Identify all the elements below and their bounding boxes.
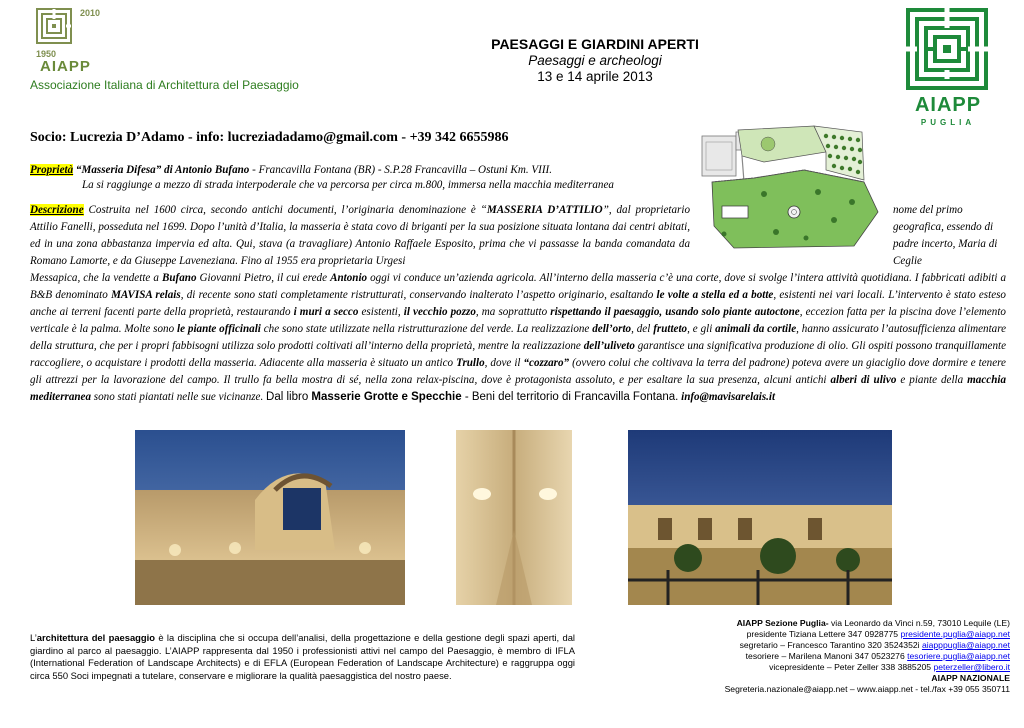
description-text: , e gli bbox=[687, 323, 716, 335]
association-name: Associazione Italiana di Architettura del Paesaggio bbox=[30, 78, 299, 92]
aiapp-about-text bbox=[30, 632, 575, 682]
description-text: oggi vi conduce un’azienda agricola. All’interno della masseria c’è una corte, dove si svolge l’intera attività quotidiana. I fabbricati adibiti a B&B denominato bbox=[30, 272, 1006, 301]
description-text: , del bbox=[631, 323, 654, 335]
description-text: , di recente sono stati completamente ristrutturati, conservando inalterato l’aspetto originario, esaltando bbox=[180, 289, 657, 301]
contact-email-link[interactable]: tesoriere.puglia@aiapp.net bbox=[907, 651, 1010, 661]
description-text: e piante della bbox=[896, 374, 968, 386]
bold-term: Trullo bbox=[456, 357, 485, 369]
about-text: L’ bbox=[30, 632, 37, 643]
relais-email[interactable]: info@mavisarelais.it bbox=[681, 391, 776, 403]
source-book: Masserie Grotte e Specchie bbox=[311, 391, 462, 403]
description-text: garantisce una significativa produzione di olio. Gli ospiti possono tranquillamente raccogliere, o acquistare i prodotti della masseria. Adiacente alla masseria è situato un antico bbox=[30, 340, 1006, 369]
property-label: Proprietà bbox=[30, 164, 74, 176]
contact-role: presidente Tiziana Lettere 347 0928775 bbox=[746, 629, 901, 639]
maze-logo-icon bbox=[906, 8, 988, 90]
year-2010-label: 2010 bbox=[80, 8, 101, 18]
description-paragraph-2 bbox=[30, 270, 1006, 406]
contact-role: segretario – Francesco Tarantino 320 3524352i bbox=[739, 640, 922, 650]
brand-label: AIAPP bbox=[914, 94, 982, 116]
bold-term: dell’orto bbox=[592, 323, 632, 335]
bold-term: i muri a secco bbox=[293, 306, 359, 318]
description-label: Descrizione bbox=[30, 204, 84, 216]
contact-row bbox=[650, 640, 1010, 651]
contact-role: vicepresidente – Peter Zeller 338 3885205 bbox=[769, 662, 934, 672]
contact-email-link[interactable]: presidente.puglia@aiapp.net bbox=[900, 629, 1010, 639]
property-access: La si raggiunge a mezzo di strada interpoderale che va percorsa per circa m.800, immersa nella macchia mediterranea bbox=[82, 179, 614, 191]
brand-label: AIAPP bbox=[40, 58, 91, 75]
national-label: AIAPP NAZIONALE bbox=[931, 673, 1010, 683]
description-text: esistenti, bbox=[358, 306, 404, 318]
region-label: PUGLIA bbox=[920, 118, 976, 127]
contact-email-link[interactable]: aiapppuglia@aiapp.net bbox=[921, 640, 1010, 650]
site-plan-map bbox=[694, 122, 892, 252]
site-plan-drawing bbox=[694, 122, 892, 252]
maze-logo-icon bbox=[36, 8, 72, 44]
photo-masseria-gate bbox=[135, 430, 405, 605]
year-1950-label: 1950 bbox=[36, 49, 57, 59]
contact-email-link[interactable]: peterzeller@libero.it bbox=[933, 662, 1010, 672]
description-text: , hanno assicurato l’autosufficienza alimentare della struttura, che per i propri fabbisogni utilizza solo prodotti coltivati all’interno della proprietà, mentre la realizzazione bbox=[30, 323, 1007, 352]
bold-term: dell’uliveto bbox=[583, 340, 635, 352]
contact-row bbox=[650, 651, 1010, 662]
event-subtitle: Paesaggi e archeologi bbox=[528, 53, 662, 68]
national-contacts: Segreteria.nazionale@aiapp.net – www.aiapp.net - tel./fax +39 055 350711 bbox=[724, 684, 1010, 694]
bold-term: Bufano bbox=[161, 272, 197, 284]
description-text: sono stati piantati nelle sue vicinanze. bbox=[91, 391, 267, 403]
bold-term: frutteto bbox=[653, 323, 688, 335]
bold-term: alberi di ulivo bbox=[830, 374, 897, 386]
aiapp-puglia-contacts bbox=[650, 618, 1010, 695]
description-text: , dove il bbox=[484, 357, 524, 369]
bold-term: Antonio bbox=[330, 272, 368, 284]
property-name: “Masseria Difesa” di Antonio Bufano bbox=[75, 164, 250, 176]
property-location: - Francavilla Fontana (BR) - S.P.28 Francavilla – Ostuni Km. VIII. bbox=[249, 164, 553, 176]
contact-row bbox=[650, 662, 1010, 673]
section-label: AIAPP Sezione Puglia- bbox=[736, 618, 829, 628]
description-text: , eccezion fatta per la piscina dove l’elemento verticale è la palma. Molte sono bbox=[30, 306, 1006, 335]
bold-term: macchia mediterranea bbox=[30, 374, 1006, 403]
about-text: è la disciplina che si occupa dell’analisi, della progettazione e della gestione degli spazi aperti, dal giardino al parco al paesaggio. L’AIAPP rappresenta dal 1950 i professionisti attivi nel campo del Paesaggio, è membro di IFLA (International Federation of Landscape Architects) e di EFLA (European Federation of Landscape Architecture) e raggruppa oggi circa 550 Soci impegnati a tutelare, conservare e migliorare la qualità paesaggistica del nostro paese. bbox=[30, 632, 575, 681]
bold-term: le piante officinali bbox=[177, 323, 261, 335]
contact-row bbox=[650, 629, 1010, 640]
description-right-column: nome del primo geografica, essendo di padre incerto, Maria di Ceglie bbox=[893, 204, 998, 267]
photo-stone-column bbox=[456, 430, 572, 605]
bold-term: “cozzaro” bbox=[523, 357, 570, 369]
description-text: , esistenti nei vari locali. L’intervento è stato esteso anche ai terreni facenti parte della proprietà, restaurando bbox=[30, 289, 1006, 318]
member-contact-line: Socio: Lucrezia D’Adamo - info: lucreziadadamo@gmail.com - +39 342 6655986 bbox=[30, 130, 509, 145]
contact-role: tesoriere – Marilena Manoni 347 0523276 bbox=[745, 651, 908, 661]
description-paragraph-1 bbox=[30, 202, 690, 270]
aiapp-logo-left bbox=[36, 8, 116, 74]
source-text: Dal libro bbox=[266, 391, 312, 403]
description-text: , ma soprattutto bbox=[475, 306, 551, 318]
bold-term: il vecchio pozzo bbox=[403, 306, 476, 318]
event-header bbox=[420, 36, 770, 84]
description-text: Giovanni Pietro, il cui erede bbox=[196, 272, 331, 284]
event-title: PAESAGGI E GIARDINI APERTI bbox=[491, 36, 699, 52]
description-text: Costruita nel 1600 circa, secondo antichi documenti, l’originaria denominazione è “ bbox=[83, 204, 487, 216]
bold-term: animali da cortile bbox=[715, 323, 797, 335]
description-text: (ovvero colui che coltivava la terra del padrone) poteva avere un giaciglio dove dormire e tenere gli attrezzi per la lavorazione del campo. Il trullo fa bella mostra di sé, nella zona relax-piscina, dove è protagonista assoluto, e per esaltare la sua presenza, alcuni antichi bbox=[30, 357, 1006, 386]
section-address: via Leonardo da Vinci n.59, 73010 Lequile (LE) bbox=[828, 618, 1010, 628]
photo-courtyard-night bbox=[628, 430, 892, 605]
description-text: ”, dal proprietario Attilio Fanelli, posseduta nel 1699. Dopo l’unità d’Italia, la masseria è stata covo di briganti per la sua posizione situata lontana dai centri abitati, ed in una zona abbastanza impervia ed alta. Qui, stava (a travagliare) Antonio Raffaele Esposito, prima che vi passasse la banda comandata da Romano Lamorte, e da Giuseppe Laveneziana. Fino al 1955 era proprietaria Urgesi bbox=[30, 204, 690, 267]
source-text: - Beni del territorio di Francavilla Fontana. bbox=[461, 391, 679, 403]
bold-term: le volte a stella ed a botte bbox=[656, 289, 774, 301]
event-dates: 13 e 14 aprile 2013 bbox=[537, 69, 653, 84]
description-text: Messapica, che la vendette a bbox=[30, 272, 162, 284]
about-bold-term: architettura del paesaggio bbox=[36, 632, 155, 643]
bold-term: rispettando il paesaggio, usando solo piante autoctone bbox=[550, 306, 800, 318]
original-name: MASSERIA D’ATTILIO bbox=[486, 204, 603, 216]
bold-term: MAVISA relais bbox=[111, 289, 181, 301]
description-text: che sono state utilizzate nella ristrutturazione del verde. La realizzazione bbox=[260, 323, 593, 335]
aiapp-puglia-logo bbox=[902, 8, 994, 132]
